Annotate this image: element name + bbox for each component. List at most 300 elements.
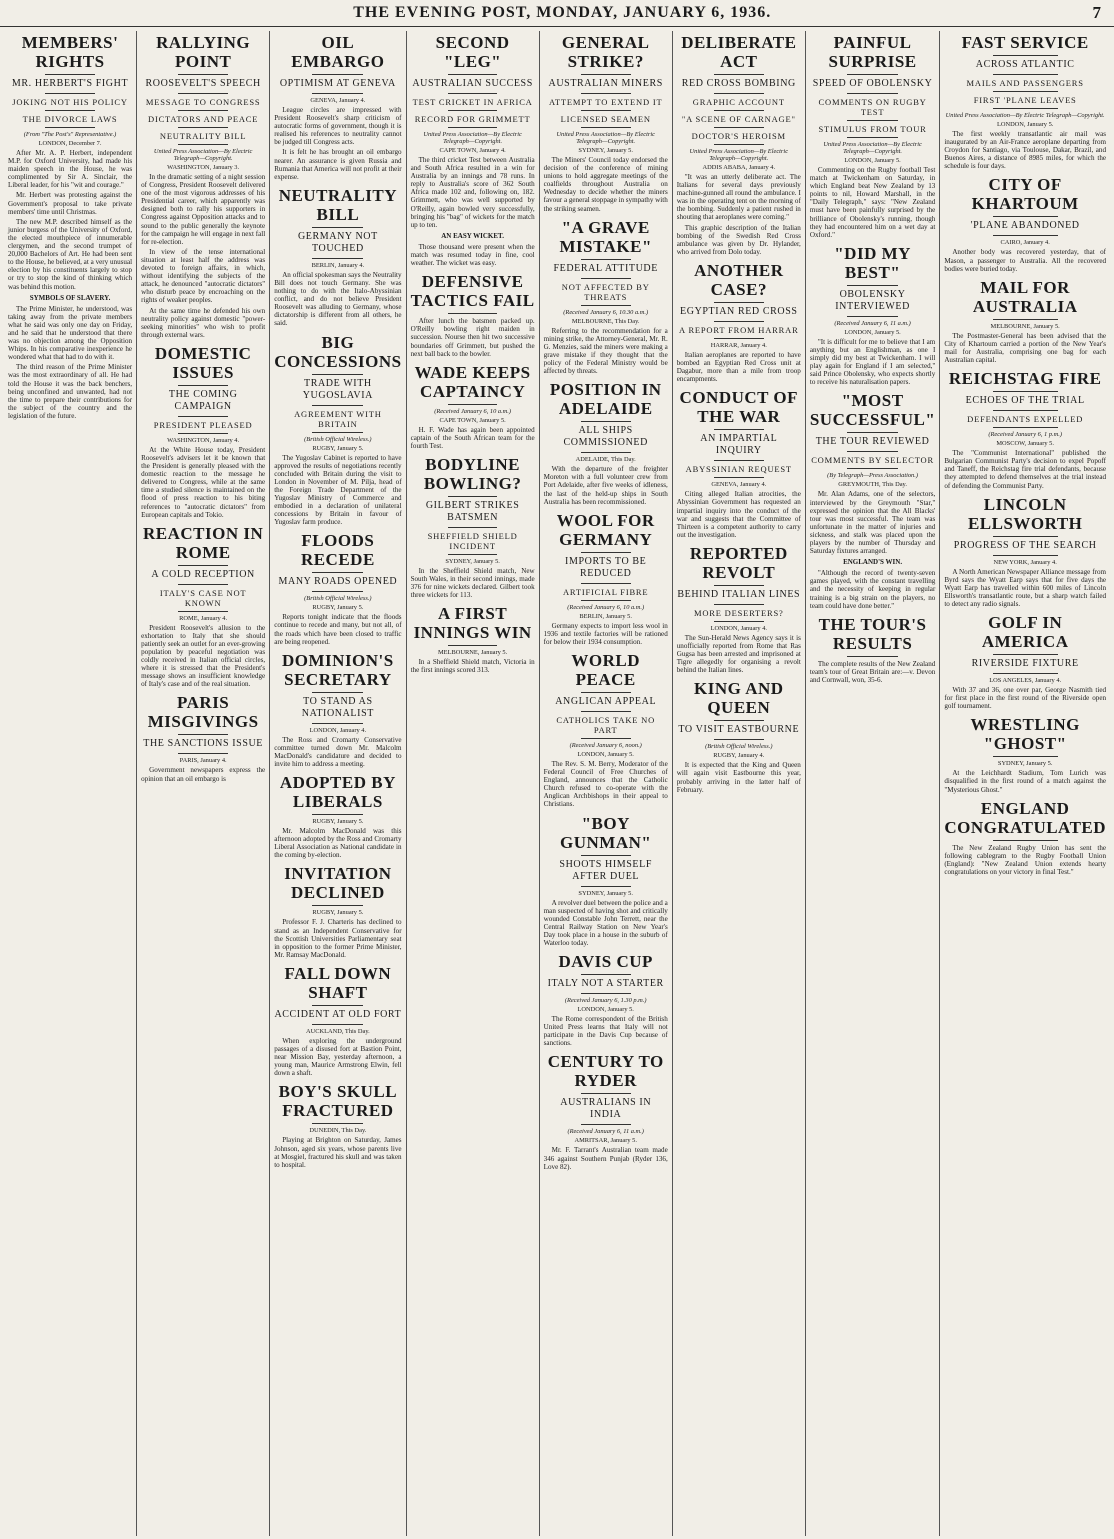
headline: RALLYING POINT (156, 33, 251, 71)
divider (312, 591, 363, 592)
divider (448, 93, 498, 94)
paragraph: The Postmaster-General has been advised that the City of Khartoum carried a portion of the New Year's mail for Australia, comprising one bag for each Australian capital. (944, 331, 1107, 365)
dateline: AMRITSAR, January 5. (574, 1137, 637, 1145)
paragraph: The Ross and Cromarty Conservative committee turned down Mr. Malcolm MacDonald's candidature and decided to invite him to address a meeting. (274, 735, 402, 768)
dateline: CAIRO, January 4. (1000, 239, 1050, 247)
dateline: ADDIS ABABA, January 4. (702, 164, 776, 171)
masthead (0, 0, 1114, 27)
dateline: AUCKLAND, This Day. (306, 1027, 370, 1035)
paragraph: League circles are impressed with President Roosevelt's sharp criticism of autocratic forms of government, though it is realised his references to neutrality cannot be judged till Congress acts. (274, 106, 402, 147)
headline: GENERAL STRIKE? (561, 33, 650, 71)
divider (714, 621, 764, 622)
divider (581, 692, 631, 693)
byline: United Press Association—By Electric Telegraph—Copyright. (423, 131, 522, 145)
divider (581, 305, 631, 306)
dateline: BERLIN, January 5. (579, 612, 632, 620)
subheadline: ARTIFICIAL FIBRE (562, 586, 649, 597)
subheadline: CATHOLICS TAKE NO PART (556, 714, 656, 735)
divider (714, 127, 764, 128)
divider (847, 74, 897, 75)
subheadline: ITALY'S CASE NOT KNOWN (159, 587, 247, 608)
divider (581, 74, 631, 75)
dateline: SYDNEY, January 5. (445, 557, 500, 565)
article (274, 333, 401, 527)
article (544, 511, 668, 646)
dateline: WASHINGTON, January 4. (167, 436, 240, 444)
divider (847, 285, 897, 286)
article (810, 33, 935, 239)
byline: (Received January 6, noon.) (569, 741, 642, 749)
headline: THE TOUR'S RESULTS (818, 614, 927, 653)
divider (448, 74, 498, 75)
headline: BODYLINE BOWLING? (423, 454, 522, 493)
article (544, 218, 668, 376)
subheadline: OBOLENSKY INTERVIEWED (835, 288, 910, 312)
headline: GOLF IN AMERICA (981, 613, 1069, 652)
divider (847, 316, 897, 317)
subheadline: 'PLANE ABANDONED (970, 220, 1080, 232)
divider (178, 93, 228, 94)
subheadline: ABYSSINIAN REQUEST (685, 464, 792, 475)
section-subhead: AN EASY WICKET. (441, 231, 504, 240)
divider (45, 127, 95, 128)
paragraph: The Prime Minister, he understood, was taking away from the private members what he said was only one day on Friday, and he said that he understood that there was no objection among the Opposition Whips. In his comparative inexperience he wondered what that had to do with it. (8, 304, 133, 362)
subheadline: AUSTRALIAN SUCCESS (412, 78, 533, 89)
article (274, 773, 401, 859)
headline: FALL DOWN SHAFT (284, 963, 392, 1002)
byline: (Received January 6, 11 a.m.) (567, 1128, 644, 1136)
divider (178, 416, 228, 417)
headline: A FIRST INNINGS WIN (413, 604, 532, 643)
article (274, 531, 401, 645)
headline: MAIL FOR AUSTRALIA (972, 277, 1078, 316)
headline: PARIS MISGIVINGS (147, 693, 259, 732)
subheadline: SHOOTS HIMSELF AFTER DUEL (559, 858, 652, 882)
paragraph: In the dramatic setting of a night session of Congress, President Roosevelt delivered one of the most vigorous addresses of his Presidential career, which apparently was designed both to rally his supporters in Congress against Opposition attacks and to sound to the public generally the keynote for the campaign he will engage in next fall for re-election. (141, 173, 266, 246)
dateline: PARIS, January 4. (179, 757, 227, 765)
divider (714, 321, 764, 322)
article (544, 952, 668, 1047)
subheadline: GERMANY NOT TOUCHED (297, 230, 378, 254)
subheadline: DICTATORS AND PEACE (148, 114, 259, 124)
divider (448, 127, 498, 128)
paragraph: Mr. Alan Adams, one of the selectors, interviewed by the Greymouth "Star," expressed the opinion that the All Blacks' tour was most successful. The team was unfortunate in the matter of injuries and sickness, and stalk was placed upon the players by the number of Thursday and Saturday fixtures arranged. (809, 490, 936, 556)
article (411, 604, 535, 674)
divider (993, 235, 1058, 236)
byline: United Press Association—By Electric Telegraph—Copyright. (823, 141, 922, 155)
subheadline: ALL SHIPS COMMISSIONED (563, 425, 648, 449)
subheadline: ACROSS ATLANTIC (975, 59, 1075, 70)
subheadline: ITALY NOT A STARTER (547, 978, 664, 990)
headline: ANOTHER CASE? (694, 260, 784, 299)
article (944, 369, 1106, 489)
subheadline: AN IMPARTIAL INQUIRY (700, 433, 778, 457)
byline: (Received January 6, 11 a.m.) (834, 319, 911, 327)
headline: OIL EMBARGO (291, 33, 385, 71)
subheadline: JOKING NOT HIS POLICY (12, 97, 128, 107)
dateline: GENEVA, January 4. (310, 97, 366, 104)
headline: CENTURY TO RYDER (547, 1052, 664, 1091)
subheadline: RED CROSS BOMBING (681, 78, 796, 89)
subheadline: COMMENTS ON RUGBY TEST (818, 97, 927, 117)
subheadline: LICENSED SEAMEN (560, 114, 651, 124)
dateline: SYDNEY, January 5. (578, 889, 633, 897)
article (944, 33, 1106, 170)
divider (581, 93, 631, 94)
divider (581, 711, 631, 712)
subheadline: PROGRESS OF THE SEARCH (953, 539, 1097, 551)
headline: FLOODS RECEDE (300, 531, 375, 570)
paragraph: Those thousand were present when the match was resumed today in fine, cool weather. The wicket was easy. (410, 242, 535, 268)
divider (178, 385, 228, 386)
dateline: RUGBY, January 5. (312, 444, 364, 452)
subheadline: TO VISIT EASTBOURNE (678, 724, 800, 736)
divider (993, 555, 1058, 556)
column-8 (939, 31, 1110, 1536)
divider (993, 55, 1058, 56)
dateline: GREYMOUTH, This Day. (838, 481, 907, 489)
paragraph: "It is difficult for me to believe that I am anything but an Englishman, as one I simply did my best at Twickenham. I will play again for England if I am selected," said Prince Obolensky, who expects shortly to receive his naturalisation papers. (809, 337, 936, 387)
divider (714, 338, 764, 339)
article (810, 391, 935, 609)
article (411, 455, 535, 599)
divider (993, 74, 1058, 75)
subheadline: THE COMING CAMPAIGN (168, 388, 238, 412)
subheadline: A COLD RECEPTION (151, 568, 255, 580)
headline: REPORTED REVOLT (689, 543, 788, 582)
paragraph: It is felt he has brought an oil embargo nearer. An assurance is given Russia and Rumania that America will not profit at their expense. (274, 148, 402, 181)
dateline: LONDON, January 4. (309, 726, 367, 734)
headline: BOY'S SKULL FRACTURED (278, 1082, 398, 1121)
article (677, 679, 801, 793)
subheadline: TEST CRICKET IN AFRICA (412, 97, 533, 107)
subheadline: GRAPHIC ACCOUNT (692, 97, 785, 107)
subheadline: OPTIMISM AT GENEVA (279, 78, 396, 89)
headline: LINCOLN ELLSWORTH (967, 494, 1083, 533)
byline: (Received January 6, 1.30 p.m.) (564, 997, 647, 1005)
page-number: 7 (1092, 3, 1102, 22)
dateline: HARRAR, January 4. (710, 341, 767, 349)
subheadline: MORE DESERTERS? (693, 607, 784, 618)
headline: ENGLAND CONGRATULATED (944, 798, 1107, 837)
headline: "BOY GUNMAN" (560, 813, 652, 852)
byline: United Press Association—By Electric Telegraph—Copyright. (153, 148, 253, 162)
paragraph: The Rome correspondent of the British United Press learns that Italy will not participate in the Davis Cup because of sanctions. (543, 1015, 668, 1048)
divider (847, 120, 897, 121)
section-subhead: ENGLAND'S WIN. (843, 558, 903, 567)
headline: NEUTRALITY BILL (278, 185, 398, 224)
divider (448, 313, 498, 314)
paragraph: At the White House today, President Roosevelt's advisers let it be known that the President is generally pleased with the domestic reaction to the message he delivered to Congress, while at the same time a studied silence is maintained on the flood of press reaction to his biting references to "autocratic dictators" from European capitals and Tokio. (141, 445, 266, 519)
subheadline: ECHOES OF THE TRIAL (965, 395, 1085, 407)
subheadline: TO STAND AS NATIONALIST (301, 695, 374, 719)
subheadline: "A SCENE OF CARNAGE" (681, 114, 796, 124)
divider (312, 405, 363, 406)
article (677, 388, 801, 539)
headline: PAINFUL SURPRISE (828, 33, 917, 71)
divider (847, 451, 897, 452)
divider (714, 144, 764, 145)
headline: WORLD PEACE (571, 650, 641, 689)
divider (448, 404, 498, 405)
paragraph: The Rev. S. M. Berry, Moderator of the Federal Council of Free Churches of England, announces that the Catholic Church refused to co-operate with the Anglican Archbishops in their appeal to Christians. (543, 759, 668, 809)
divider (993, 536, 1058, 537)
article (944, 175, 1106, 272)
divider (448, 554, 498, 555)
divider (993, 756, 1058, 757)
divider (581, 738, 631, 739)
headline: REACTION IN ROME (143, 523, 264, 562)
divider (714, 110, 764, 111)
paragraph: The third cricket Test between Australia and South Africa resulted in a win for Australia by an innings and 78 runs. In reply to Australia's score of 362 South Africa made 102 and, following on, 182. Grimmett, who was well supported by O'Reilly, again bowled very successfully, bringing his "bag" of wickets for the match up to ten. (410, 156, 535, 229)
column-1 (4, 31, 136, 1536)
paragraph: Citing alleged Italian atrocities, the Abyssinian Government has requested an impartial inquiry into the conduct of the war and suggests that the Committee of Thirteen is a competent authority to carry out the investigation. (676, 490, 801, 539)
article (141, 344, 265, 519)
divider (178, 127, 228, 128)
paragraph: The Sun-Herald News Agency says it is unofficially reported from Rome that Ras Gugsa has been arrested and imprisoned at Tigre allegedly for organising a revolt behind the Italian lines. (676, 633, 801, 675)
divider (714, 429, 764, 430)
divider (312, 814, 363, 815)
divider (993, 840, 1058, 841)
dateline: LONDON, December 7. (38, 140, 102, 147)
divider (581, 1093, 631, 1094)
subheadline: FEDERAL ATTITUDE (553, 262, 658, 274)
paragraph: The New Zealand Rugby Union has sent the following cablegram to the Rugby Football Union (England): "New Zealand Union extends hearty congratulations on your victory in final Test." (944, 843, 1107, 876)
headline: FAST SERVICE (961, 33, 1089, 52)
dateline: NEW YORK, January 4. (993, 558, 1057, 566)
article (411, 272, 535, 357)
divider (312, 227, 363, 228)
article (274, 864, 401, 958)
subheadline: DOCTOR'S HEROISM (691, 131, 786, 141)
headline: CITY OF KHARTOUM (971, 175, 1079, 214)
divider (581, 552, 631, 553)
article (944, 715, 1106, 793)
divider (581, 127, 631, 128)
column-4 (406, 31, 539, 1536)
paragraph: An official spokesman says the Neutrality Bill does not touch Germany. She was nothing to do with the Italo-Abyssinian conflict, and do not believe President Roosevelt was alluding to Germany, whose dictatorship is different from all others, he said. (274, 270, 402, 328)
subheadline: COMMENTS BY SELECTOR (811, 455, 934, 466)
byline: (British Official Wireless.) (705, 743, 773, 751)
byline: (British Official Wireless.) (304, 595, 372, 603)
divider (993, 108, 1058, 109)
divider (714, 477, 764, 478)
divider (581, 421, 631, 422)
section-subhead: SYMBOLS OF SLAVERY. (29, 293, 111, 302)
paragraph: Commenting on the Rugby football Test match at Twickenham on Saturday, in which England beat New Zealand by 13 points to nil, Howard Marshall, in the "Daily Telegraph," says: "New Zealand must have been painfully surprised by the brilliance of Obolensky's running, though they had encountered him on a wet day at Oxford." (809, 166, 936, 239)
paragraph: A revolver duel between the police and a man suspected of having shot and critically wounded Constable John Terrett, near the Central Railway Station on New Year's Day took place in a house in the suburb of Waterloo today. (543, 898, 668, 947)
byline: (British Official Wireless.) (304, 435, 372, 443)
divider (178, 734, 228, 735)
subheadline: FIRST 'PLANE LEAVES (973, 95, 1077, 105)
subheadline: SHEFFIELD SHIELD INCIDENT (427, 530, 518, 551)
headline: DELIBERATE ACT (681, 33, 797, 71)
subheadline: ROOSEVELT'S SPEECH (145, 78, 261, 89)
paragraph: H. F. Wade has again been appointed captain of the South African team for the fourth Test. (410, 425, 535, 450)
dateline: RUGBY, January 5. (312, 818, 364, 826)
divider (178, 611, 228, 612)
paragraph: It is expected that the King and Queen will again visit Eastbourne this year, probably arriving in the latter half of February. (676, 761, 801, 794)
byline: (By Telegraph—Press Association.) (827, 472, 918, 480)
byline: (Received January 6, 10 a.m.) (434, 407, 512, 415)
headline: SECOND "LEG" (435, 33, 510, 71)
divider (993, 319, 1058, 320)
paragraph: The "Communist International" published the Bulgarian Communist Party's decision to expel Popoff and Taneff, the Reichstag fire trial defendants, because they attempted to defend themselves at the trial instead of defending the Communist Party. (944, 449, 1107, 490)
subheadline: THE DIVORCE LAWS (22, 114, 118, 124)
divider (714, 74, 764, 75)
article (141, 524, 265, 689)
dateline: LONDON, January 4. (710, 624, 768, 632)
article (544, 651, 668, 809)
byline: (Received January 6, 10 a.m.) (567, 603, 645, 611)
dateline: MELBOURNE, This Day. (571, 317, 640, 325)
headline: DOMINION'S SECRETARY (282, 650, 394, 689)
divider (847, 137, 897, 138)
divider (581, 110, 631, 111)
divider (312, 905, 363, 906)
subheadline: BEHIND ITALIAN LINES (677, 588, 801, 600)
newspaper-title: THE EVENING POST, MONDAY, JANUARY 6, 1936. (353, 4, 772, 21)
column-6 (672, 31, 805, 1536)
divider (714, 739, 764, 740)
divider (178, 753, 228, 754)
subheadline: ATTEMPT TO EXTEND IT (548, 97, 663, 107)
paragraph: Germany expects to import less wool in 1936 and textile factories will be rationed for below their 1934 consumption. (543, 621, 668, 646)
paragraph: This graphic description of the Italian bombing of the Swedish Red Cross ambulance was given by Dr. Hylander, who arrived from Dolo today. (676, 223, 801, 256)
divider (847, 93, 897, 94)
divider (312, 74, 363, 75)
paragraph: At the Leichhardt Stadium, Tom Lurich was disqualified in the first round of a match against the "Mysterious Ghost." (944, 769, 1107, 794)
headline: "MOST SUCCESSFUL" (809, 391, 936, 430)
divider (312, 723, 363, 724)
article (411, 33, 535, 267)
article (141, 693, 265, 782)
divider (581, 278, 631, 279)
dateline: LONDON, January 5. (844, 328, 901, 336)
divider (714, 585, 764, 586)
subheadline: DEFENDANTS EXPELLED (967, 414, 1084, 425)
divider (581, 600, 631, 601)
divider (714, 302, 764, 303)
divider (45, 110, 95, 111)
paragraph: Another body was recovered yesterday, that of Mason, a passenger to Australia. All the recovered bodies were buried today. (944, 248, 1107, 273)
divider (581, 993, 631, 994)
byline: United Press Association—By Electric Telegraph—Copyright. (556, 131, 655, 145)
dateline: DUNEDIN, This Day. (309, 1127, 367, 1135)
divider (993, 410, 1058, 411)
article (810, 615, 935, 684)
paragraph: "It was an utterly deliberate act. The Italians for several days previously machine-gunned all round the ambulance. I was in the operating tent on the morning of the bombing. Suddenly a patient rushed in shouting that aeroplanes were coming." (676, 173, 801, 222)
article (944, 278, 1106, 364)
subheadline: RIVERSIDE FIXTURE (971, 658, 1079, 670)
divider (178, 433, 228, 434)
headline: INVITATION DECLINED (284, 864, 392, 903)
column-7 (805, 31, 939, 1536)
divider (312, 258, 363, 259)
article (810, 244, 935, 387)
divider (847, 432, 897, 433)
headline: WRESTLING "GHOST" (970, 715, 1080, 754)
article (274, 33, 401, 181)
headline: DOMESTIC ISSUES (154, 343, 252, 382)
divider (312, 1005, 363, 1006)
headline: "DID MY BEST" (834, 243, 911, 282)
divider (178, 565, 228, 566)
divider (178, 110, 228, 111)
divider (178, 144, 228, 145)
article (274, 964, 401, 1077)
paragraph: Mr. Malcolm MacDonald was this afternoon adopted by the Ross and Cromarty Liberal Association as National candidate in the coming by-election. (274, 827, 402, 860)
paragraph: With 37 and 36, one over par, George Nasmith tied for first place in the first round of the Riverside open golf tournament. (944, 686, 1107, 711)
columns-container (0, 27, 1114, 1536)
divider (178, 74, 228, 75)
paragraph: The complete results of the New Zealand team's tour of Great Britain are:—v. Devon and Cornwall, won, 35-6. (809, 659, 936, 684)
subheadline: A REPORT FROM HARRAR (679, 324, 799, 335)
dateline: MOSCOW, January 5. (996, 440, 1054, 448)
article (141, 33, 265, 339)
paragraph: At the same time he defended his own neutrality policy against domestic "power-seeking minorities" who wish to profit through external wars. (141, 306, 266, 339)
divider (448, 527, 498, 528)
paragraph: The first weekly transatlantic air mail was inaugurated by an Air-France aeroplane departing from Croydon for Santiago, via Toulouse, Dakar, Brazil, and Buenos Aires, a distance of 8985 miles, for which the schedule is four days. (944, 130, 1107, 171)
divider (993, 91, 1058, 92)
paragraph: Referring to the recommendation for a mining strike, the Attorney-General, Mr. R. G. Menzies, said the miners were making a grave mistake if they thought that the policy of the Federal Ministry would be affected by threats. (543, 326, 668, 376)
paragraph: The Miners' Council today endorsed the decision of the conference of mining unions to hold aggregate meetings of the coalfields throughout Australia on Wednesday to decide whether the miners favour a general stoppage in sympathy with the striking seamen. (543, 156, 668, 213)
divider (993, 391, 1058, 392)
byline: United Press Association—By Electric Telegraph—Copyright. (945, 112, 1105, 119)
headline: BIG CONCESSIONS (274, 332, 402, 371)
divider (448, 645, 498, 646)
subheadline: THE SANCTIONS ISSUE (143, 738, 264, 750)
subheadline: AUSTRALIANS IN INDIA (560, 1097, 652, 1121)
divider (312, 1024, 363, 1025)
subheadline: MANY ROADS OPENED (278, 576, 398, 588)
divider (847, 656, 897, 657)
paragraph: With the departure of the freighter Moreton with a full volunteer crew from Port Adelaide, after five weeks of idleness, the last of the held-up ships in South Australia has been recommissioned. (543, 465, 668, 506)
article (944, 495, 1106, 608)
article (944, 613, 1106, 710)
headline: DEFENSIVE TACTICS FAIL (410, 272, 535, 311)
dateline: SYDNEY, January 5. (997, 760, 1053, 768)
paragraph: In view of the tense international situation at least half the address was devoted to foreign affairs, in which, without identifying the subjects of the attack, he denounced "autocratic dictators" who disturb peace by encroaching on the rights of weaker peoples. (141, 247, 266, 305)
paragraph: The new M.P. described himself as the junior burgess of the University of Oxford, the elected mouthpiece of innumerable clergymen, and the second trumpet of 20,000 Bachelors of Art. He had been sent to the House, he believed, at a very unusual election by his constituents largely to stop or try to stop the kind of thinking which was behind this motion. (8, 217, 133, 291)
article (677, 261, 801, 383)
divider (581, 452, 631, 453)
dateline: LONDON, January 5. (577, 1006, 634, 1014)
divider (312, 374, 363, 375)
divider (714, 460, 764, 461)
article (544, 33, 668, 213)
headline: DAVIS CUP (558, 952, 653, 972)
divider (714, 720, 764, 721)
divider (45, 93, 95, 94)
divider (448, 496, 498, 497)
divider (312, 692, 363, 693)
byline: (Received January 6, 1 p.m.) (988, 431, 1062, 439)
divider (581, 583, 631, 584)
dateline: CAPE TOWN, January 5. (439, 416, 506, 424)
divider (714, 604, 764, 605)
subheadline: STIMULUS FROM TOUR (818, 124, 927, 134)
article (544, 1052, 668, 1170)
subheadline: PRESIDENT PLEASED (153, 419, 253, 430)
paragraph: Government newspapers express the opinion that an oil embargo is (141, 766, 266, 783)
divider (45, 74, 95, 75)
paragraph: When exploring the underground passages of a disused fort at Bastion Point, near Mission Bay, yesterday afternoon, a young man, Maurice Armstrong Elwin, fell down a shaft. (274, 1036, 402, 1078)
dateline: CAPE TOWN, January 4. (439, 147, 506, 154)
paragraph: Reports tonight indicate that the floods continue to recede and many, but not all, of the roads which have been closed to traffic are being reopened. (274, 613, 402, 646)
subheadline: MR. HERBERT'S FIGHT (11, 78, 129, 89)
byline: (From "The Post's" Representative.) (23, 131, 117, 138)
